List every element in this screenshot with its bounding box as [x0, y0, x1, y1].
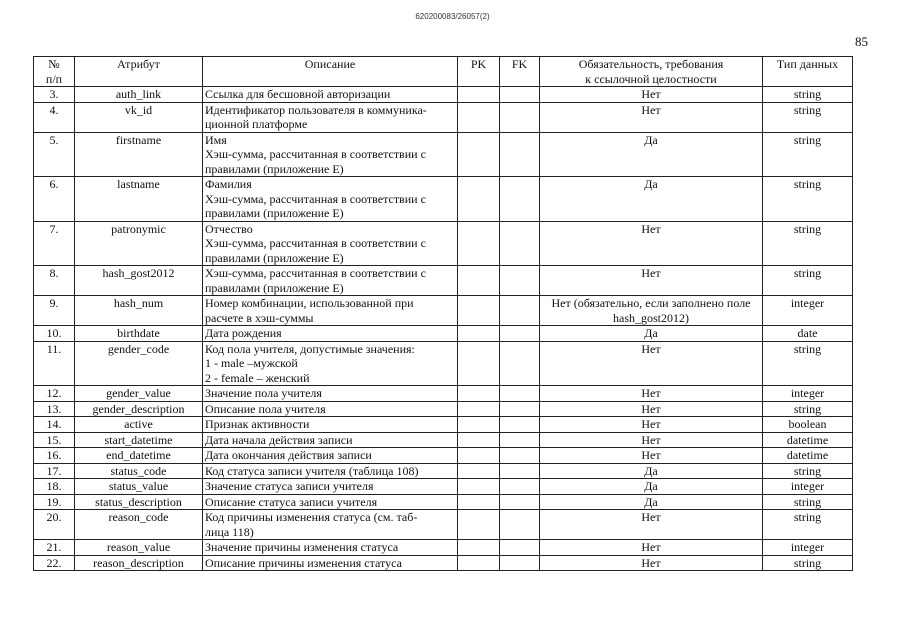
data-type-cell: string: [763, 266, 853, 296]
attribute-name: gender_code: [75, 341, 203, 386]
data-type-cell: datetime: [763, 448, 853, 464]
requirement-cell: Да: [540, 132, 763, 177]
data-type-cell: string: [763, 132, 853, 177]
table-row: [34, 494, 853, 510]
fk-cell: [500, 87, 540, 103]
data-type-cell: integer: [763, 386, 853, 402]
table-row: [34, 386, 853, 402]
attribute-description: Дата рождения: [203, 326, 458, 342]
table-row: [34, 555, 853, 571]
pk-cell: [458, 296, 500, 326]
attribute-description: Описание причины изменения статуса: [203, 555, 458, 571]
table-row: [34, 87, 853, 103]
requirement-cell: Нет (обязательно, если заполнено поле hash_gost2012): [540, 296, 763, 326]
requirement-cell: Да: [540, 326, 763, 342]
pk-cell: [458, 555, 500, 571]
row-number: 18.: [34, 479, 75, 495]
pk-cell: [458, 386, 500, 402]
table-row: [34, 510, 853, 540]
fk-cell: [500, 463, 540, 479]
row-number: 9.: [34, 296, 75, 326]
data-type-cell: string: [763, 221, 853, 266]
attribute-name: reason_value: [75, 540, 203, 556]
attribute-name: hash_num: [75, 296, 203, 326]
pk-cell: [458, 87, 500, 103]
data-type-cell: string: [763, 87, 853, 103]
fk-cell: [500, 555, 540, 571]
row-number: 12.: [34, 386, 75, 402]
data-type-cell: string: [763, 555, 853, 571]
table-row: [34, 417, 853, 433]
pk-cell: [458, 177, 500, 222]
pk-cell: [458, 266, 500, 296]
data-type-cell: string: [763, 102, 853, 132]
row-number: 13.: [34, 401, 75, 417]
table-row: [34, 177, 853, 222]
attribute-description: Дата окончания действия записи: [203, 448, 458, 464]
data-type-cell: string: [763, 401, 853, 417]
table-row: [34, 401, 853, 417]
pk-cell: [458, 401, 500, 417]
attributes-table: [33, 56, 853, 571]
fk-cell: [500, 479, 540, 495]
fk-cell: [500, 132, 540, 177]
header-attribute: Атрибут: [75, 57, 203, 87]
requirement-cell: Нет: [540, 87, 763, 103]
header-data-type: Тип данных: [763, 57, 853, 87]
fk-cell: [500, 296, 540, 326]
row-number: 10.: [34, 326, 75, 342]
table-header-row: [34, 57, 853, 87]
row-number: 3.: [34, 87, 75, 103]
header-requirements: Обязательность, требования к ссылочной целостности: [540, 57, 763, 87]
attribute-name: status_value: [75, 479, 203, 495]
table-row: [34, 326, 853, 342]
attribute-name: gender_value: [75, 386, 203, 402]
requirement-cell: Нет: [540, 448, 763, 464]
attribute-name: end_datetime: [75, 448, 203, 464]
table-row: [34, 448, 853, 464]
row-number: 19.: [34, 494, 75, 510]
row-number: 6.: [34, 177, 75, 222]
data-type-cell: string: [763, 510, 853, 540]
pk-cell: [458, 540, 500, 556]
requirement-cell: Нет: [540, 432, 763, 448]
attribute-description: Номер комбинации, использованной при расчете в хэш-суммы: [203, 296, 458, 326]
pk-cell: [458, 510, 500, 540]
requirement-cell: Нет: [540, 540, 763, 556]
attribute-name: start_datetime: [75, 432, 203, 448]
fk-cell: [500, 177, 540, 222]
pk-cell: [458, 448, 500, 464]
row-number: 22.: [34, 555, 75, 571]
attribute-description: Имя Хэш-сумма, рассчитанная в соответствии с правилами (приложение Е): [203, 132, 458, 177]
attribute-name: status_code: [75, 463, 203, 479]
attribute-name: reason_code: [75, 510, 203, 540]
attribute-name: vk_id: [75, 102, 203, 132]
row-number: 11.: [34, 341, 75, 386]
header-pk: PK: [458, 57, 500, 87]
data-type-cell: string: [763, 494, 853, 510]
data-type-cell: string: [763, 177, 853, 222]
row-number: 17.: [34, 463, 75, 479]
attribute-name: firstname: [75, 132, 203, 177]
requirement-cell: Нет: [540, 221, 763, 266]
attribute-name: patronymic: [75, 221, 203, 266]
table-row: [34, 463, 853, 479]
fk-cell: [500, 510, 540, 540]
attribute-name: birthdate: [75, 326, 203, 342]
requirement-cell: Да: [540, 494, 763, 510]
attribute-description: Код пола учителя, допустимые значения: 1 - male –мужской 2 - female – женский: [203, 341, 458, 386]
attribute-description: Ссылка для бесшовной авторизации: [203, 87, 458, 103]
row-number: 16.: [34, 448, 75, 464]
pk-cell: [458, 341, 500, 386]
fk-cell: [500, 540, 540, 556]
data-type-cell: boolean: [763, 417, 853, 433]
row-number: 4.: [34, 102, 75, 132]
table-row: [34, 540, 853, 556]
pk-cell: [458, 494, 500, 510]
fk-cell: [500, 417, 540, 433]
data-type-cell: integer: [763, 540, 853, 556]
requirement-cell: Нет: [540, 510, 763, 540]
data-type-cell: date: [763, 326, 853, 342]
attribute-name: auth_link: [75, 87, 203, 103]
attribute-name: lastname: [75, 177, 203, 222]
row-number: 21.: [34, 540, 75, 556]
pk-cell: [458, 326, 500, 342]
attribute-description: Описание пола учителя: [203, 401, 458, 417]
attribute-description: Дата начала действия записи: [203, 432, 458, 448]
pk-cell: [458, 102, 500, 132]
pk-cell: [458, 132, 500, 177]
row-number: 5.: [34, 132, 75, 177]
data-type-cell: string: [763, 341, 853, 386]
table-row: [34, 266, 853, 296]
requirement-cell: Да: [540, 479, 763, 495]
table-row: [34, 132, 853, 177]
attribute-description: Хэш-сумма, рассчитанная в соответствии с правилами (приложение Е): [203, 266, 458, 296]
requirement-cell: Нет: [540, 266, 763, 296]
attribute-description: Значение причины изменения статуса: [203, 540, 458, 556]
requirement-cell: Да: [540, 463, 763, 479]
table-row: [34, 341, 853, 386]
attribute-name: active: [75, 417, 203, 433]
fk-cell: [500, 341, 540, 386]
data-type-cell: string: [763, 463, 853, 479]
table-row: [34, 432, 853, 448]
row-number: 15.: [34, 432, 75, 448]
pk-cell: [458, 463, 500, 479]
attribute-description: Признак активности: [203, 417, 458, 433]
row-number: 20.: [34, 510, 75, 540]
attribute-description: Код причины изменения статуса (см. таб- лица 118): [203, 510, 458, 540]
data-type-cell: integer: [763, 479, 853, 495]
fk-cell: [500, 221, 540, 266]
requirement-cell: Нет: [540, 102, 763, 132]
requirement-cell: Нет: [540, 417, 763, 433]
table-row: [34, 296, 853, 326]
data-type-cell: datetime: [763, 432, 853, 448]
header-num: № п/п: [34, 57, 75, 87]
row-number: 7.: [34, 221, 75, 266]
pk-cell: [458, 479, 500, 495]
attribute-description: Фамилия Хэш-сумма, рассчитанная в соответствии с правилами (приложение Е): [203, 177, 458, 222]
header-description: Описание: [203, 57, 458, 87]
requirement-cell: Нет: [540, 341, 763, 386]
fk-cell: [500, 326, 540, 342]
pk-cell: [458, 417, 500, 433]
fk-cell: [500, 448, 540, 464]
attribute-description: Значение пола учителя: [203, 386, 458, 402]
header-fk: FK: [500, 57, 540, 87]
table-row: [34, 102, 853, 132]
attribute-description: Отчество Хэш-сумма, рассчитанная в соответствии с правилами (приложение Е): [203, 221, 458, 266]
attribute-name: status_description: [75, 494, 203, 510]
requirement-cell: Да: [540, 177, 763, 222]
fk-cell: [500, 432, 540, 448]
table-row: [34, 221, 853, 266]
document-code: 620200083/26057(2): [415, 12, 490, 21]
fk-cell: [500, 266, 540, 296]
attribute-description: Код статуса записи учителя (таблица 108): [203, 463, 458, 479]
table-row: [34, 479, 853, 495]
attribute-name: hash_gost2012: [75, 266, 203, 296]
requirement-cell: Нет: [540, 401, 763, 417]
row-number: 14.: [34, 417, 75, 433]
fk-cell: [500, 401, 540, 417]
attribute-description: Описание статуса записи учителя: [203, 494, 458, 510]
attribute-description: Значение статуса записи учителя: [203, 479, 458, 495]
data-type-cell: integer: [763, 296, 853, 326]
attribute-description: Идентификатор пользователя в коммуника- ционной платформе: [203, 102, 458, 132]
attribute-name: reason_description: [75, 555, 203, 571]
attribute-name: gender_description: [75, 401, 203, 417]
fk-cell: [500, 386, 540, 402]
pk-cell: [458, 221, 500, 266]
requirement-cell: Нет: [540, 555, 763, 571]
pk-cell: [458, 432, 500, 448]
row-number: 8.: [34, 266, 75, 296]
fk-cell: [500, 494, 540, 510]
requirement-cell: Нет: [540, 386, 763, 402]
fk-cell: [500, 102, 540, 132]
page-number: 85: [855, 34, 868, 49]
